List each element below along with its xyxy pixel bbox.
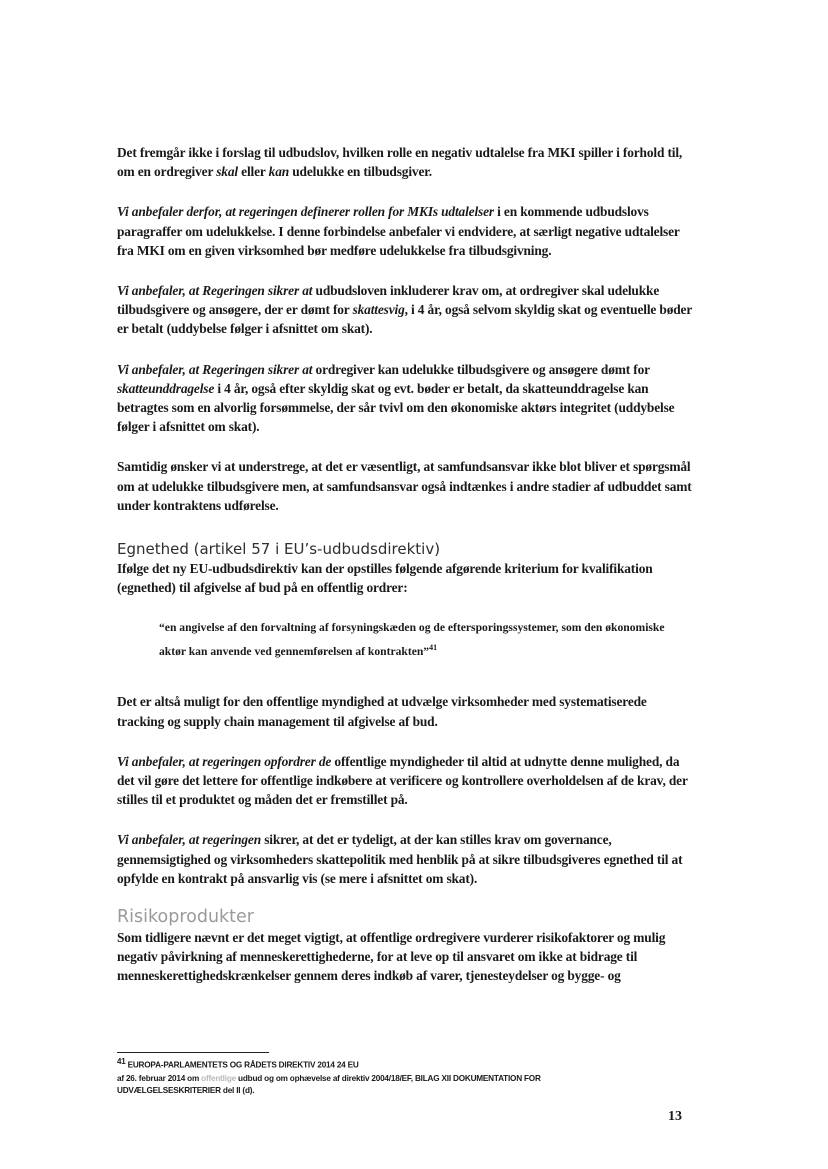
text: eller — [237, 164, 269, 180]
quote-text: “en angivelse af den forvaltning af forsyningskæden og de eftersporingssystemer, som den økonomiske aktør kan anvende ved gennemførelsen af kontrakten” — [159, 621, 665, 659]
footnote-reference[interactable]: 41 — [429, 643, 438, 653]
text: udbud og om ophævelse af direktiv 2004/18/EF, BILAG XII DOKUMENTATION FOR — [235, 1073, 541, 1083]
directive-quote — [159, 618, 687, 662]
text: sikrer, at det er tydeligt, at der kan stilles krav om governance, gennemsigtighed og virksomheders skattepolitik med henblik på at sikre tilbudsgiveres egnethed til at opfylde en kontrakt på ansvarlig vis (se mere i afsnittet om skat). — [117, 832, 683, 886]
paragraph-10 — [117, 928, 697, 986]
paragraph-5 — [117, 457, 697, 515]
text: , i 4 år, også selvom skyldig skat og eventuelle bøder er betalt (uddybelse følger i afsnittet om skat). — [117, 302, 692, 337]
text: Det er altså muligt for den offentlige myndighed at udvælge virksomheder med systematiserede tracking og supply chain management til afgivelse af bud. — [117, 694, 647, 729]
text: Som tidligere nævnt er det meget vigtigt, at offentlige ordregivere vurderer risikofaktorer og mulig negativ påvirkning af menneskerettighederne, for at leve op til ansvaret om ikke at bidrage til menneskerettighedskrænkelser gennem deres indkøb af varer, tjenesteydelser og bygge- og — [117, 929, 666, 984]
emphasis: Vi anbefaler, at Regeringen sikrer at — [117, 361, 313, 377]
emphasis: skatteunddragelse — [117, 380, 215, 396]
paragraph-1 — [117, 143, 697, 181]
footnote — [117, 1056, 677, 1098]
text: Samtidig ønsker vi at understrege, at det er væsentligt, at samfundsansvar ikke blot bliver et spørgsmål om at udelukke tilbudsgivere men, at samfundsansvar også indtænkes i andre stadier af udbuddet samt under kontraktens udførelse. — [117, 459, 692, 513]
paragraph-2 — [117, 202, 697, 260]
footnote-line-1 — [117, 1056, 677, 1073]
emphasis: skal — [216, 164, 238, 180]
text: Det fremgår ikke i forslag til udbudslov, hvilken rolle en negativ udtalelse fra MKI spiller i forhold til, om en ordregiver — [117, 145, 683, 180]
text: af 26. februar 2014 om — [117, 1073, 202, 1083]
text: EUROPA-PARLAMENTETS OG RÅDETS DIREKTIV 2014 24 EU — [125, 1060, 359, 1070]
footnote-line-2 — [117, 1073, 677, 1086]
emphasis: kan — [268, 164, 290, 180]
paragraph-6 — [117, 559, 697, 597]
text: udbudsloven inkluderer krav om, at ordregiver skal udelukke tilbudsgivere og ansøgere, der er dømt for — [117, 283, 660, 318]
text: offentlige myndigheder til altid at udnytte denne mulighed, da det vil gøre det lettere for offentlige indkøbere at verificere og kontrollere overholdelsen af de krav, der stilles til et produktet og måden det er fremstillet på. — [117, 753, 688, 808]
footnote-line-3: UDVÆLGELSESKRITERIER del II (d). — [117, 1086, 255, 1096]
text: Ifølge det ny EU-udbudsdirektiv kan der opstilles følgende afgørende kriterium for kvalifikation (egnethed) til afgivelse af bud på en offentlig ordrer: — [117, 561, 653, 596]
text: ordregiver kan udelukke tilbudsgivere og ansøgere dømt for — [312, 361, 650, 377]
paragraph-7 — [117, 692, 697, 730]
text: i en kommende udbudslovs paragraffer om udelukkelse. I denne forbindelse anbefaler vi endvidere, at særligt negative udtalelser fra MKI om en given virksomhed bør medføre udelukkelse fra tilbudsgivning. — [117, 204, 680, 258]
emphasis: Vi anbefaler derfor, at regeringen definerer rollen for MKIs udtalelser — [117, 204, 494, 220]
paragraph-3 — [117, 281, 697, 339]
text: udelukke en tilbudsgiver. — [289, 164, 432, 180]
text: i 4 år, også efter skyldig skat og evt. bøder er betalt, da skatteunddragelse kan betragtes som en alvorlig forsømmelse, der sår tvivl om den økonomiske aktørs integritet (uddybelse følger i afsnittet om skat). — [117, 380, 675, 435]
emphasis: Vi anbefaler, at regeringen opfordrer de — [117, 753, 332, 769]
footnote-divider — [117, 1052, 269, 1053]
paragraph-9 — [117, 830, 697, 888]
section-heading-egnethed: Egnethed (artikel 57 i EU’s-udbudsdirektiv) — [117, 540, 441, 559]
paragraph-8 — [117, 752, 697, 810]
footnote-number: 41 — [117, 1057, 126, 1066]
page-content — [117, 143, 697, 1007]
emphasis: Vi anbefaler, at regeringen — [117, 832, 261, 848]
section-heading-risikoprodukter: Risikoprodukter — [117, 906, 255, 927]
emphasis: skattesvig — [352, 302, 405, 318]
page-number: 13 — [668, 1109, 682, 1124]
text: offentlige — [201, 1073, 236, 1083]
emphasis: Vi anbefaler, at Regeringen sikrer at — [117, 283, 313, 299]
paragraph-4 — [117, 360, 697, 437]
